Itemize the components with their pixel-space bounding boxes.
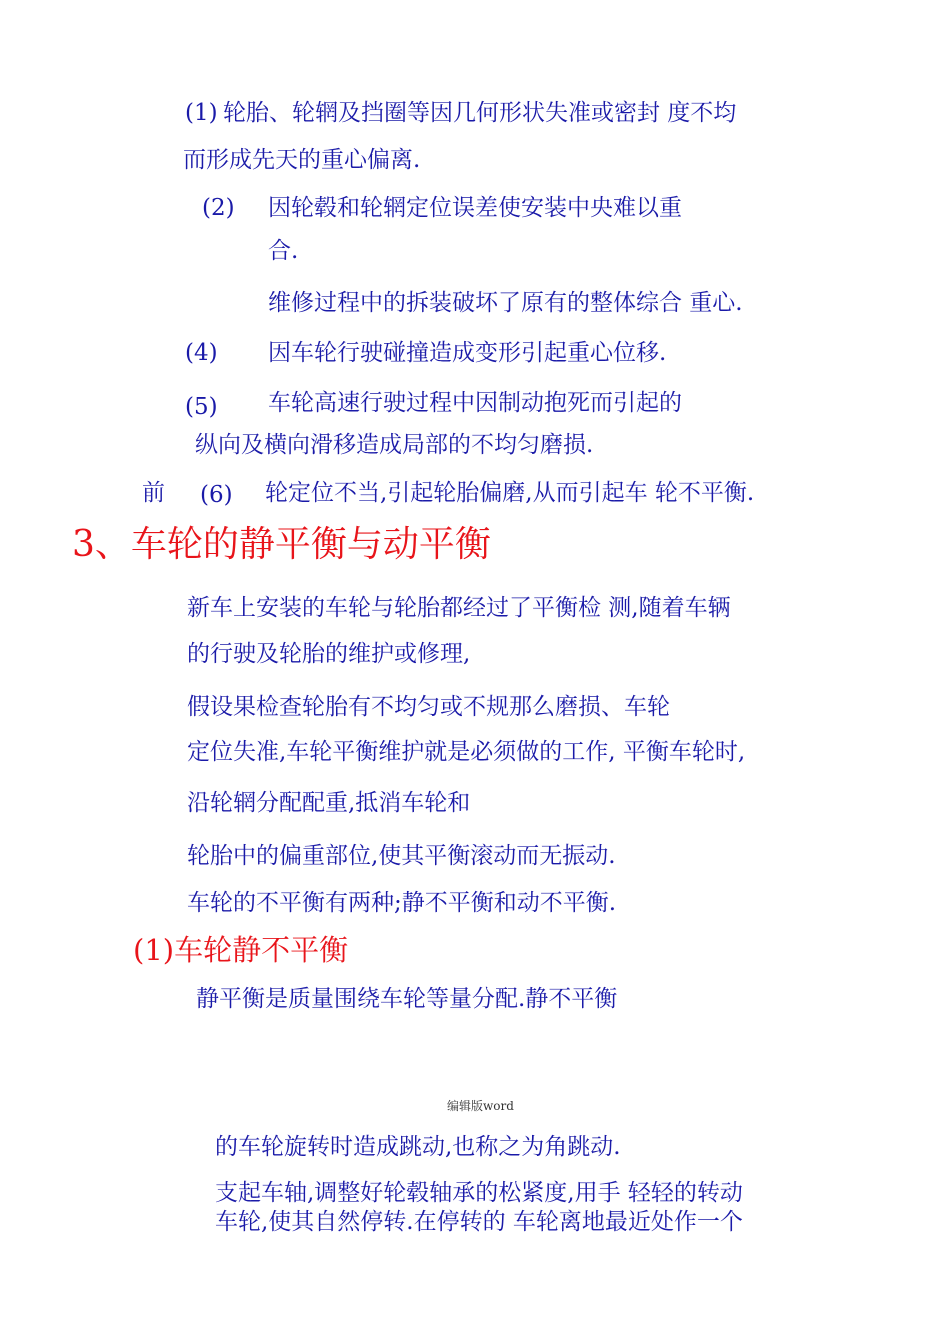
paragraph-line-7: 车轮的不平衡有两种;静不平衡和动不平衡. xyxy=(187,890,617,916)
item-6-prefix: 前 xyxy=(142,480,165,506)
page2-line-2: 支起车轴,调整好轮毂轴承的松紧度,用手 轻轻的转动 xyxy=(215,1180,743,1206)
item-4-marker: (4) xyxy=(185,340,218,366)
item-3-line-1: 维修过程中的拆装破坏了原有的整体综合 重心. xyxy=(268,290,743,316)
item-1-marker: (1) xyxy=(185,100,218,126)
item-2-line-1: 因轮毂和轮辋定位误差使安装中央难以重 xyxy=(268,195,682,221)
page-footer: 编辑版word xyxy=(447,1099,514,1113)
page2-line-1: 的车轮旋转时造成跳动,也称之为角跳动. xyxy=(215,1134,621,1160)
item-1-line-2: 而形成先天的重心偏离. xyxy=(183,147,421,173)
page2-line-3: 车轮,使其自然停转.在停转的 车轮离地最近处作一个 xyxy=(215,1209,743,1235)
item-1-line-1: 轮胎、轮辋及挡圈等因几何形状失准或密封 度不均 xyxy=(223,100,737,126)
paragraph-line-2: 的行驶及轮胎的维护或修理, xyxy=(187,641,471,667)
paragraph-line-4: 定位失准,车轮平衡维护就是必须做的工作, 平衡车轮时, xyxy=(187,739,746,765)
item-5-line-1: 车轮高速行驶过程中因制动抱死而引起的 xyxy=(268,390,682,416)
paragraph-line-5: 沿轮辋分配配重,抵消车轮和 xyxy=(187,790,471,816)
section-heading: 3、车轮的静平衡与动平衡 xyxy=(72,524,491,565)
item-2-line-2: 合. xyxy=(268,238,299,264)
paragraph-line-1: 新车上安装的车轮与轮胎都经过了平衡检 测,随着车辆 xyxy=(187,595,731,621)
paragraph-line-3: 假设果检查轮胎有不均匀或不规那么磨损、车轮 xyxy=(187,694,670,720)
item-5-line-2: 纵向及横向滑移造成局部的不均匀磨损. xyxy=(195,432,594,458)
sub-heading: (1)车轮静不平衡 xyxy=(133,933,349,967)
paragraph-line-6: 轮胎中的偏重部位,使其平衡滚动而无振动. xyxy=(187,843,616,869)
item-2-marker: (2) xyxy=(202,195,235,221)
sub-paragraph: 静平衡是质量围绕车轮等量分配.静不平衡 xyxy=(196,986,618,1012)
item-4-line-1: 因车轮行驶碰撞造成变形引起重心位移. xyxy=(268,340,667,366)
item-5-marker: (5) xyxy=(185,394,218,420)
item-6-line-1: 轮定位不当,引起轮胎偏磨,从而引起车 轮不平衡. xyxy=(265,480,755,506)
item-6-marker: (6) xyxy=(200,482,233,508)
